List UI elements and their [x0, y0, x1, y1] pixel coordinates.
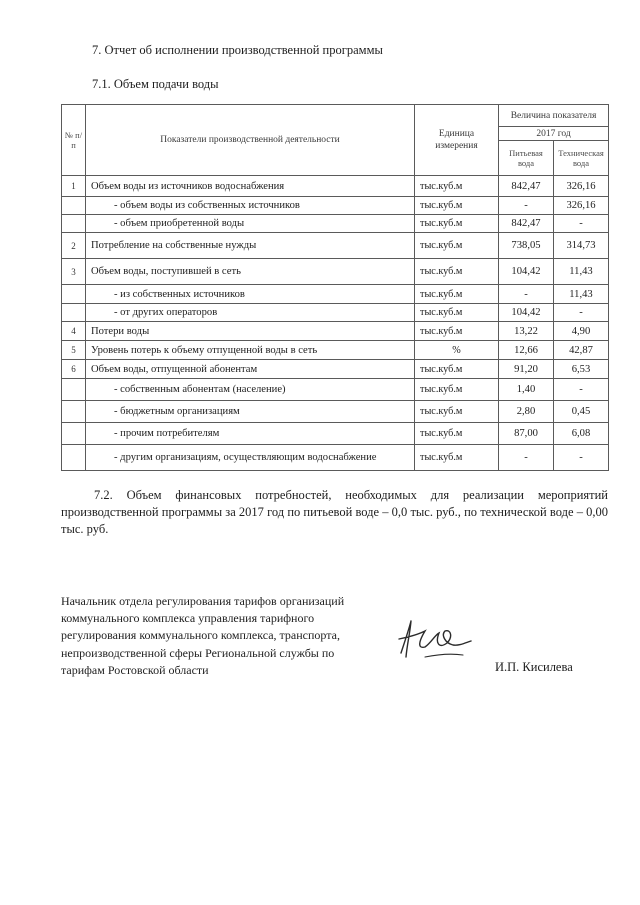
- row-technical-value: 42,87: [554, 341, 609, 360]
- row-drinking-value: 738,05: [499, 233, 554, 259]
- row-technical-value: -: [554, 445, 609, 471]
- row-drinking-value: -: [499, 285, 554, 304]
- row-number: 6: [62, 360, 86, 379]
- row-number: 5: [62, 341, 86, 360]
- table-row: [62, 423, 609, 445]
- row-indicator: - прочим потребителям: [86, 423, 415, 445]
- row-number: [62, 304, 86, 322]
- header-unit: Единица измерения: [415, 105, 499, 176]
- row-drinking-value: 2,80: [499, 401, 554, 423]
- row-number: [62, 401, 86, 423]
- row-number: 2: [62, 233, 86, 259]
- row-drinking-value: 91,20: [499, 360, 554, 379]
- table-row: [62, 341, 609, 360]
- row-indicator: - объем приобретенной воды: [86, 215, 415, 233]
- row-drinking-value: 104,42: [499, 259, 554, 285]
- table-row: [62, 445, 609, 471]
- row-unit: тыс.куб.м: [415, 197, 499, 215]
- row-number: 1: [62, 176, 86, 197]
- row-indicator: Объем воды из источников водоснабжения: [86, 176, 415, 197]
- row-indicator: - от других операторов: [86, 304, 415, 322]
- row-indicator: Объем воды, поступившей в сеть: [86, 259, 415, 285]
- table-row: [62, 233, 609, 259]
- table-row: [62, 304, 609, 322]
- row-drinking-value: 842,47: [499, 215, 554, 233]
- row-unit: тыс.куб.м: [415, 401, 499, 423]
- row-indicator: Объем воды, отпущенной абонентам: [86, 360, 415, 379]
- table-row: [62, 259, 609, 285]
- row-unit: тыс.куб.м: [415, 285, 499, 304]
- position-line: регулирования коммунального комплекса, транспорта,: [61, 628, 340, 643]
- row-drinking-value: -: [499, 445, 554, 471]
- row-technical-value: 11,43: [554, 259, 609, 285]
- row-technical-value: -: [554, 215, 609, 233]
- row-drinking-value: 842,47: [499, 176, 554, 197]
- row-unit: тыс.куб.м: [415, 304, 499, 322]
- row-number: [62, 197, 86, 215]
- table-row: [62, 322, 609, 341]
- row-number: [62, 285, 86, 304]
- row-unit: тыс.куб.м: [415, 233, 499, 259]
- row-unit: тыс.куб.м: [415, 259, 499, 285]
- row-drinking-value: 13,22: [499, 322, 554, 341]
- row-technical-value: 11,43: [554, 285, 609, 304]
- position-line: тарифам Ростовской области: [61, 662, 209, 677]
- handwritten-signature: [395, 613, 475, 665]
- row-technical-value: -: [554, 304, 609, 322]
- row-indicator: - другим организациям, осуществляющим водоснабжение: [86, 445, 415, 471]
- row-number: 4: [62, 322, 86, 341]
- position-line: коммунального комплекса управления тарифного: [61, 611, 315, 626]
- row-technical-value: 6,08: [554, 423, 609, 445]
- water-supply-table: [61, 104, 609, 471]
- row-technical-value: 314,73: [554, 233, 609, 259]
- table-row: [62, 176, 609, 197]
- table-row: [62, 360, 609, 379]
- subsection-heading: 7.1. Объем подачи воды: [92, 77, 219, 91]
- row-unit: тыс.куб.м: [415, 379, 499, 401]
- table-row: [62, 197, 609, 215]
- header-year: 2017 год: [499, 127, 609, 141]
- row-drinking-value: 1,40: [499, 379, 554, 401]
- row-unit: тыс.куб.м: [415, 445, 499, 471]
- financial-needs-paragraph: 7.2. Объем финансовых потребностей, необходимых для реализации мероприятий производственной программы за 2017 год по питьевой воде – 0,0 тыс. руб., по технической воде – 0,00 тыс. руб.: [61, 488, 608, 536]
- row-technical-value: 6,53: [554, 360, 609, 379]
- row-indicator: Потери воды: [86, 322, 415, 341]
- row-unit: тыс.куб.м: [415, 215, 499, 233]
- row-indicator: - бюджетным организациям: [86, 401, 415, 423]
- row-indicator: Уровень потерь к объему отпущенной воды в сеть: [86, 341, 415, 360]
- row-number: [62, 379, 86, 401]
- signatory-name: И.П. Кисилева: [495, 660, 573, 674]
- row-technical-value: 0,45: [554, 401, 609, 423]
- row-number: [62, 423, 86, 445]
- row-drinking-value: 104,42: [499, 304, 554, 322]
- row-technical-value: -: [554, 379, 609, 401]
- position-line: Начальник отдела регулирования тарифов организаций: [61, 594, 345, 608]
- row-technical-value: 326,16: [554, 176, 609, 197]
- header-drinking-water: Питьевая вода: [499, 141, 554, 176]
- table-row: [62, 215, 609, 233]
- position-line: непроизводственной сферы Региональной службы по: [61, 645, 335, 660]
- row-unit: %: [415, 341, 499, 360]
- table-row: [62, 379, 609, 401]
- row-unit: тыс.куб.м: [415, 423, 499, 445]
- row-number: 3: [62, 259, 86, 285]
- header-indicator: Показатели производственной деятельности: [86, 105, 415, 176]
- row-drinking-value: 12,66: [499, 341, 554, 360]
- row-indicator: - объем воды из собственных источников: [86, 197, 415, 215]
- row-technical-value: 4,90: [554, 322, 609, 341]
- row-number: [62, 445, 86, 471]
- row-drinking-value: -: [499, 197, 554, 215]
- row-indicator: - из собственных источников: [86, 285, 415, 304]
- table-row: [62, 401, 609, 423]
- header-technical-water: Техническая вода: [554, 141, 609, 176]
- row-unit: тыс.куб.м: [415, 176, 499, 197]
- signatory-position: [61, 593, 381, 679]
- section-heading: 7. Отчет об исполнении производственной программы: [92, 43, 383, 57]
- header-value: Величина показателя: [499, 105, 609, 127]
- table-row: [62, 285, 609, 304]
- row-indicator: - собственным абонентам (население): [86, 379, 415, 401]
- row-technical-value: 326,16: [554, 197, 609, 215]
- row-indicator: Потребление на собственные нужды: [86, 233, 415, 259]
- header-no: № п/п: [62, 105, 86, 176]
- row-unit: тыс.куб.м: [415, 360, 499, 379]
- row-unit: тыс.куб.м: [415, 322, 499, 341]
- row-number: [62, 215, 86, 233]
- row-drinking-value: 87,00: [499, 423, 554, 445]
